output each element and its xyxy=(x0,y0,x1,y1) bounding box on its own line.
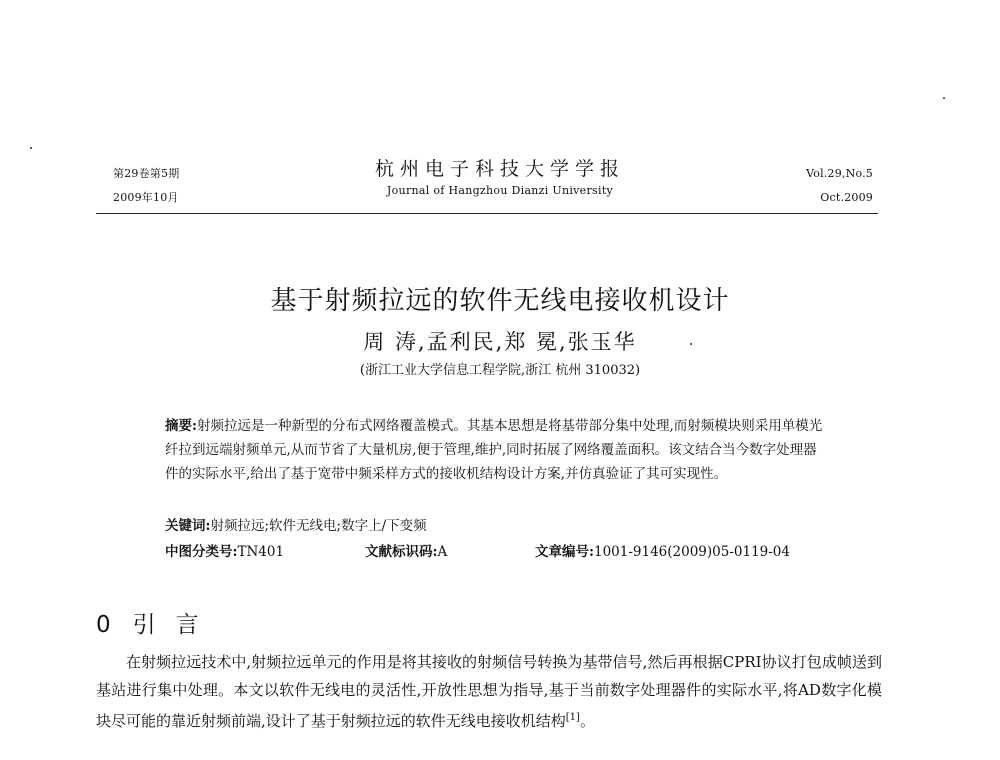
keywords-text: 射频拉远;软件无线电;数字上/下变频 xyxy=(210,518,427,534)
abstract xyxy=(165,414,825,486)
paper-affiliation: (浙江工业大学信息工程学院,浙江 杭州 310032) xyxy=(359,363,641,378)
date-en: Oct.2009 xyxy=(820,191,873,204)
volume-en: Vol.29,No.5 xyxy=(806,167,873,180)
doc-value: A xyxy=(437,544,448,560)
document-code xyxy=(365,540,535,560)
keywords-label: 关键词: xyxy=(165,518,211,534)
volume-cn: 第29卷第5期 xyxy=(113,167,180,180)
header-divider xyxy=(96,213,878,214)
paragraph-end: 。 xyxy=(579,712,595,730)
date-cn: 2009年10月 xyxy=(113,191,179,204)
section-number: 0 xyxy=(96,612,111,638)
scan-speck xyxy=(690,343,692,345)
abstract-label: 摘要: xyxy=(165,418,197,434)
article-value: 1001-9146(2009)05-0119-04 xyxy=(593,544,790,560)
body-paragraph xyxy=(96,648,882,735)
clc-number xyxy=(165,540,365,560)
journal-title-cn: 杭州电子科技大学学报 xyxy=(374,158,625,180)
section-heading xyxy=(96,606,219,639)
clc-value: TN401 xyxy=(237,544,285,560)
journal-title-en: Journal of Hangzhou Dianzi University xyxy=(386,184,614,197)
header-right xyxy=(806,162,873,210)
keywords xyxy=(165,514,427,534)
section-title: 引言 xyxy=(132,612,219,638)
body-text xyxy=(96,648,882,735)
article-number xyxy=(535,540,815,560)
paper-title: 基于射频拉远的软件无线电接收机设计 xyxy=(270,286,730,316)
scan-speck xyxy=(943,97,945,99)
classification-row xyxy=(165,540,815,560)
citation[interactable]: [1] xyxy=(565,712,580,723)
abstract-text: 射频拉远是一种新型的分布式网络覆盖模式。其基本思想是将基带部分集中处理,而射频模块则采用单模光纤拉到远端射频单元,从而节省了大量机房,便于管理,维护,同时拓展了网络覆盖面积。该文结合当今数字处理器件的实际水平,给出了基于宽带中频采样方式的接收机结构设计方案,并仿真验证了其可实现性。 xyxy=(165,418,823,482)
doc-label: 文献标识码: xyxy=(365,544,438,560)
paragraph-text: 在射频拉远技术中,射频拉远单元的作用是将其接收的射频信号转换为基带信号,然后再根据CPRI协议打包成帧送到基站进行集中处理。本文以软件无线电的灵活性,开放性思想为指导,基于当前数字处理器件的实际水平,将AD数字化模块尽可能的靠近射频前端,设计了基于射频拉远的软件无线电接收机结构 xyxy=(96,653,882,730)
scan-speck xyxy=(30,147,32,149)
paper-authors: 周 涛,孟利民,郑 冕,张玉华 xyxy=(363,330,637,354)
article-label: 文章编号: xyxy=(535,544,594,560)
clc-label: 中图分类号: xyxy=(165,544,238,560)
